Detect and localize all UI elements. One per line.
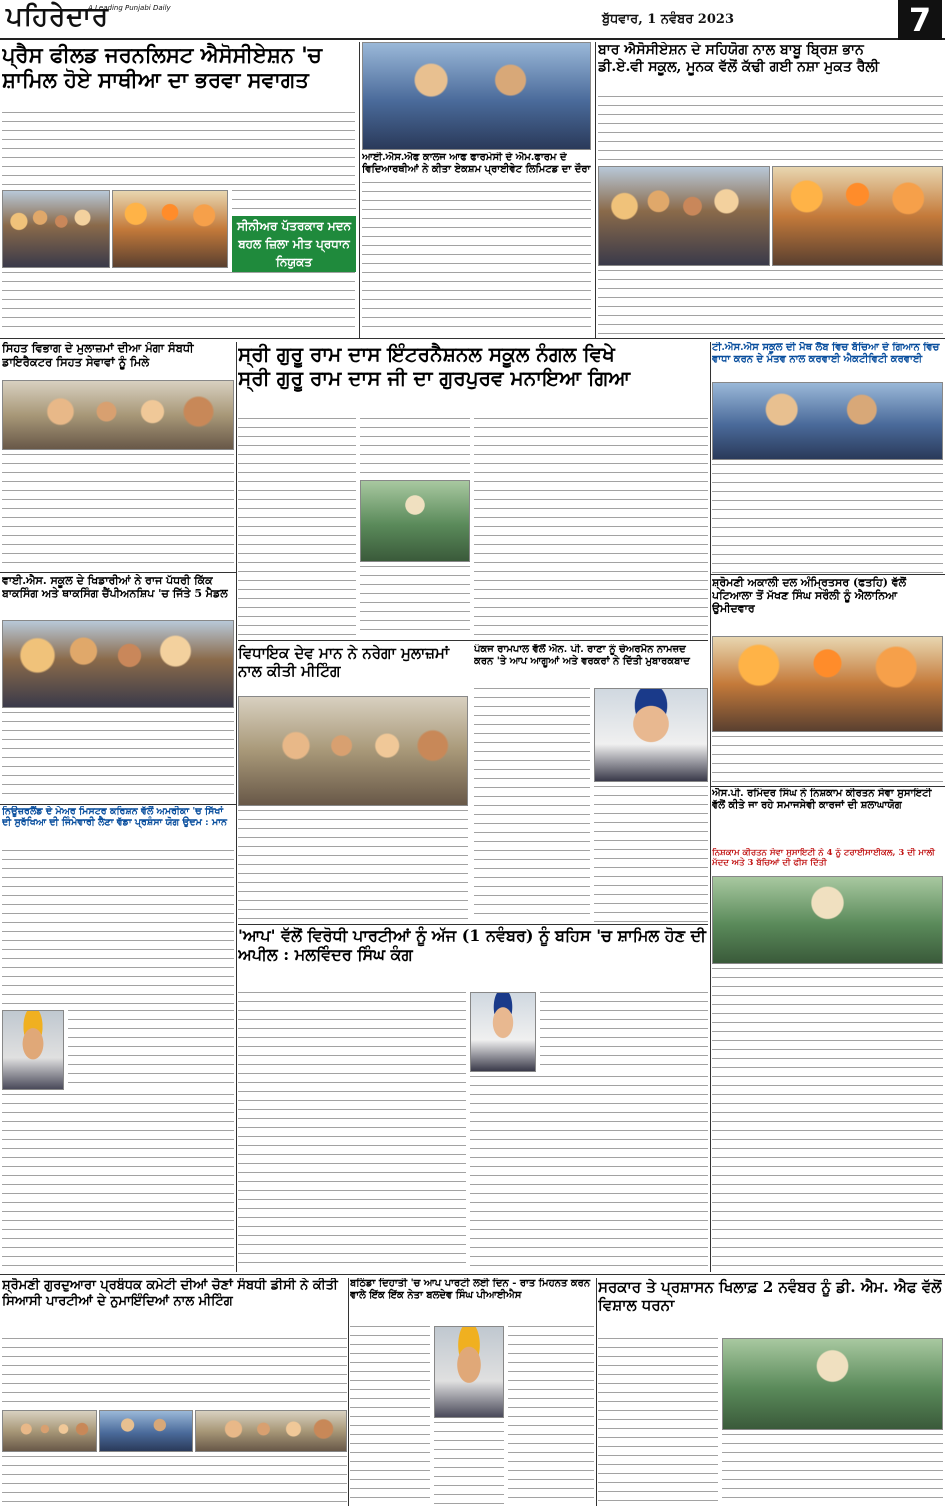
headline-line-1: ਬਾਰ ਐਸੋਸੀਏਸ਼ਨ ਦੇ ਸਹਿਯੋਗ ਨਾਲ ਬਾਬੂ ਬ੍ਰਿਸ਼ ਭਾਨ — [598, 42, 864, 58]
article-body — [360, 566, 470, 638]
article-body — [2, 1338, 347, 1406]
article-body — [722, 1434, 943, 1506]
headline-line-2: ਸ੍ਰੀ ਗੁਰੂ ਰਾਮ ਦਾਸ ਜੀ ਦਾ ਗੁਰਪੁਰਵ ਮਨਾਇਆ ਗਿਆ — [238, 366, 631, 390]
headline: ਸਿਹਤ ਵਿਭਾਗ ਦੇ ਮੁਲਾਜ਼ਮਾਂ ਦੀਆ ਮੰਗਾ ਸੰਬਧੀ ਡਾਇਰੈਕਟਰ ਸਿਹਤ ਸੇਵਾਵਾਂ ਨੂੰ ਮਿਲੇ — [2, 342, 194, 369]
photo-sgpc-meeting-2 — [99, 1410, 193, 1452]
subheadline: ਨਿਸ਼ਕਾਮ ਕੀਰਤਨ ਸੇਵਾ ਸੁਸਾਇਟੀ ਨੇ 4 ਨੂੰ ਟਰਾਈਸਾਈਕਲ, 3 ਦੀ ਮਾਲੀ ਮੱਦਦ ਅਤੇ 3 ਬੱਚਿਆਂ ਦੀ ਫੀਸ ਦਿੱਤੀ — [712, 848, 935, 869]
photo-health-meeting — [2, 380, 234, 450]
photo-press-club-1 — [2, 190, 110, 268]
headline: ਸਰਕਾਰ ਤੇ ਪ੍ਰਸ਼ਾਸਨ ਖਿਲਾਫ਼ 2 ਨਵੰਬਰ ਨੂੰ ਡੀ. ਐਮ. ਐਫ ਵੱਲੋਂ ਵਿਸ਼ਾਲ ਧਰਨਾ — [598, 1278, 942, 1314]
article-body — [68, 1010, 234, 1090]
story-kickboxing-headline — [2, 574, 234, 618]
story-dev-mann-headline — [238, 644, 468, 694]
article-body — [350, 1326, 430, 1506]
photo-simranjit-mann — [2, 1010, 64, 1090]
headline-line-2: ਡੀ.ਏ.ਵੀ ਸਕੂਲ, ਮੂਨਕ ਵੱਲੋਂ ਕੱਢੀ ਗਈ ਨਸ਼ਾ ਮੁਕਤ ਰੈਲੀ — [598, 58, 880, 75]
photo-sgpc-meeting-3 — [195, 1410, 347, 1452]
article-body — [434, 1422, 504, 1506]
headline: ਪੰਕਜ ਰਾਮਪਾਲ ਵੱਲੋਂ ਐਨ. ਪੀ. ਰਾਣਾ ਨੂੰ ਚੇਅਰਮੈਨ ਨਾਮਜ਼ਦ ਕਰਨ 'ਤੇ ਆਪ ਆਗੂਆਂ ਅਤੇ ਵਰਕਰਾਂ ਨੇ ਦਿੱਤੀ ਮੁਬਾਰਕਬਾਦ — [474, 644, 690, 667]
article-body — [2, 850, 234, 1006]
article-body — [598, 1338, 718, 1506]
divider — [0, 572, 236, 573]
article-body — [470, 1076, 708, 1270]
story-tm-school-headline — [712, 342, 943, 380]
article-body — [2, 1456, 347, 1506]
headline: ਸ਼੍ਰੋਮਣੀ ਗੁਰਦੁਆਰਾ ਪ੍ਰਬੰਧਕ ਕਮੇਟੀ ਦੀਆਂ ਚੋਣਾਂ ਸੰਬਧੀ ਡੀਸੀ ਨੇ ਕੀਤੀ ਸਿਆਸੀ ਪਾਰਟੀਆਂ ਦੇ ਨੁਮਾਇੰਦਿਆਂ ਨਾਲ ਮੀਟਿੰਗ — [2, 1278, 338, 1309]
photo-dmf-protest — [722, 1338, 943, 1430]
story-pharmacy-headline — [362, 152, 591, 180]
photo-rally — [598, 166, 770, 266]
story-health-headline — [2, 342, 234, 378]
photo-rampal — [594, 688, 708, 782]
article-body — [712, 968, 943, 1270]
article-body — [238, 810, 468, 922]
article-body — [238, 418, 356, 638]
article-body — [598, 96, 943, 164]
column-divider — [359, 42, 360, 338]
article-body — [360, 418, 470, 478]
photo-school-event — [360, 480, 470, 562]
article-body — [540, 992, 708, 1072]
article-body — [2, 1094, 234, 1270]
article-body — [2, 712, 234, 802]
divider — [0, 338, 945, 339]
story-nishkam-sub — [712, 848, 943, 874]
photo-math-lab — [712, 382, 943, 460]
column-divider — [596, 1278, 597, 1506]
article-body — [474, 688, 590, 922]
article-body — [238, 992, 466, 1270]
story-akali-dal-headline — [712, 576, 943, 634]
photo-malvinder-kang — [470, 992, 536, 1072]
divider — [0, 1274, 945, 1275]
article-body — [508, 1326, 594, 1506]
photo-rally-2 — [772, 166, 943, 266]
article-body — [594, 786, 708, 922]
headline: ਪ੍ਰੈਸ ਫੀਲਡ ਜਰਨਲਿਸਟ ਐਸੋਸੀਏਸ਼ਨ 'ਚ ਸ਼ਾਮਿਲ ਹੋਏ ਸਾਥੀਆ ਦਾ ਭਰਵਾ ਸਵਾਗਤ — [2, 42, 322, 93]
story-press-club-headline — [2, 42, 357, 108]
photo-akali-dal — [712, 636, 943, 732]
photo-press-club-2 — [112, 190, 228, 268]
headline: 'ਆਪ' ਵੱਲੋਂ ਵਿਰੋਧੀ ਪਾਰਟੀਆਂ ਨੂੰ ਅੱਜ (1 ਨਵੰਬਰ) ਨੂੰ ਬਹਿਸ 'ਚ ਸ਼ਾਮਿਲ ਹੋਣ ਦੀ ਅਪੀਲ : ਮਲਵਿੰਦਰ ਸਿੰਘ ਕੰਗ — [238, 926, 706, 965]
story-bathinda-headline — [350, 1278, 594, 1322]
article-body — [362, 182, 591, 334]
headline: ਵਿਧਾਇਕ ਦੇਵ ਮਾਨ ਨੇ ਨਰੇਗਾ ਮੁਲਾਜ਼ਮਾਂ ਨਾਲ ਕੀਤੀ ਮੀਟਿੰਗ — [238, 644, 450, 680]
story-guru-ram-das-headline — [238, 342, 708, 414]
article-body — [474, 418, 708, 638]
photo-pharmacy-visit — [362, 42, 591, 150]
tagline: A Leading Punjabi Daily — [88, 4, 171, 12]
column-divider — [348, 1278, 349, 1506]
photo-baldev-singh — [434, 1326, 504, 1418]
dateline: ਬੁੱਧਵਾਰ, 1 ਨਵੰਬਰ 2023 — [602, 12, 734, 27]
divider — [0, 804, 236, 805]
divider — [710, 574, 945, 575]
divider — [238, 924, 708, 925]
story-dharna-headline — [598, 1278, 943, 1334]
appointment-box: ਸੀਨੀਅਰ ਪੱਤਰਕਾਰ ਮਦਨ ਬਹਲ ਜ਼ਿਲਾ ਮੀਤ ਪ੍ਰਧਾਨ ਨਿਯੁਕਤ — [232, 216, 356, 272]
article-body — [712, 736, 943, 786]
headline: ਟੀ.ਐਸ.ਐਸ ਸਕੂਲ ਦੀ ਮੈਥ ਲੈਬ ਵਿਚ ਬੱਚਿਆ ਦੇ ਗਿਆਨ ਵਿਚ ਵਾਧਾ ਕਰਨ ਦੇ ਮੰਤਵ ਨਾਲ ਕਰਵਾਈ ਐਕਟੀਵਿਟੀ ਕਰਵਾਈ — [712, 342, 940, 365]
article-body — [598, 270, 943, 334]
story-newzealand-headline — [2, 806, 234, 848]
story-bar-assoc-headline — [598, 42, 943, 92]
article-body — [232, 190, 356, 214]
headline: ਬਠਿੰਡਾ ਦਿਹਾਤੀ 'ਚ ਆਪ ਪਾਰਟੀ ਲਈ ਦਿਨ - ਰਾਤ ਮਿਹਨਤ ਕਰਨ ਵਾਲੇ ਇੱਕ ਇੱਕ ਨੇਤਾ ਬਲਦੇਵ ਸਿੰਘ ਪੀਆਈਐਸ — [350, 1278, 591, 1301]
divider — [710, 786, 945, 787]
article-body — [2, 112, 355, 188]
article-body — [2, 454, 234, 570]
masthead — [0, 0, 945, 40]
story-aap-debate-headline — [238, 926, 708, 988]
article-body — [712, 464, 943, 574]
story-sgpc-headline — [2, 1278, 347, 1334]
photo-sgpc-meeting-1 — [2, 1410, 97, 1452]
headline-line-1: ਸ੍ਰੀ ਗੁਰੂ ਰਾਮ ਦਾਸ ਇੰਟਰਨੈਸ਼ਨਲ ਸਕੂਲ ਨੰਗਲ ਵਿਖੇ — [238, 342, 615, 366]
headline: ਵਾਈ.ਐਸ. ਸਕੂਲ ਦੇ ਖਿਡਾਰੀਆਂ ਨੇ ਰਾਜ ਪੱਧਰੀ ਕਿੱਕ ਬਾਕਸਿੰਗ ਅਤੇ ਥਾਕਸਿੰਗ ਚੈਂਪੀਅਨਸ਼ਿਪ 'ਚ ਜਿੱਤੇ 5 ਮੈਡਲ — [2, 574, 228, 601]
page-number: 7 — [898, 0, 942, 40]
headline: ਨਿਊਜ਼ਰਲੈਂਡ ਦੇ ਮੇਅਰ ਮਿਸਟਰ ਕਰਿਸ਼ਨ ਵੱਲੋਂ ਅਮਰੀਕਾ 'ਚ ਸਿੱਖਾਂ ਦੀ ਸੁਰੱਖਿਆ ਦੀ ਜਿੰਮੇਵਾਰੀ ਲੈਣਾ ਵੱਡਾ ਪ੍ਰਸ਼ੰਸਾ ਯੋਗ ਉਦਮ : ਮਾਨ — [2, 806, 227, 829]
article-body — [2, 272, 355, 332]
photo-kickboxing — [2, 620, 234, 708]
newspaper-logo: ਪਹਿਰੇਦਾਰ — [6, 2, 109, 32]
divider — [238, 640, 708, 641]
column-divider — [595, 42, 596, 338]
story-rampal-headline — [474, 644, 708, 684]
photo-nrega-meeting — [238, 696, 468, 806]
headline: ਐਸ.ਪੀ. ਰਮਿੰਦਰ ਸਿੰਘ ਨੇ ਨਿਸ਼ਕਾਮ ਕੀਰਤਨ ਸੇਵਾ ਸੁਸਾਇਟੀ ਵੱਲੋਂ ਕੀਤੇ ਜਾ ਰਹੇ ਸਮਾਜਸੇਵੀ ਕਾਰਜਾਂ ਦੀ ਸ਼ਲਾਘਾਯੋਗ — [712, 788, 932, 811]
headline: ਸ਼੍ਰੋਮਣੀ ਅਕਾਲੀ ਦਲ ਅੰਮ੍ਰਿਤਸਰ (ਫਤਹਿ) ਵੱਲੋਂ ਪਟਿਆਲਾ ਤੋਂ ਮੱਖਣ ਸਿੰਘ ਸਰੌਲੀ ਨੂੰ ਐਲਾਨਿਆ ਉਮੀਦਵਾਰ — [712, 576, 907, 616]
story-nishkam-headline — [712, 788, 943, 846]
column-divider — [236, 342, 237, 1272]
headline: ਆਈ.ਐਸ.ਐਫ ਕਾਲਜ ਆਫ ਫਾਰਮੇਸੀ ਦੇ ਐਮ.ਫਾਰਮ ਦੇ ਵਿਦਿਆਰਥੀਆਂ ਨੇ ਕੀਤਾ ਏਕਸ਼ਮ ਪ੍ਰਾਈਵੇਟ ਲਿਮਿਟਡ ਦਾ ਦੌਰਾ — [362, 152, 591, 175]
photo-tricycles — [712, 876, 943, 964]
column-divider — [710, 342, 711, 1272]
